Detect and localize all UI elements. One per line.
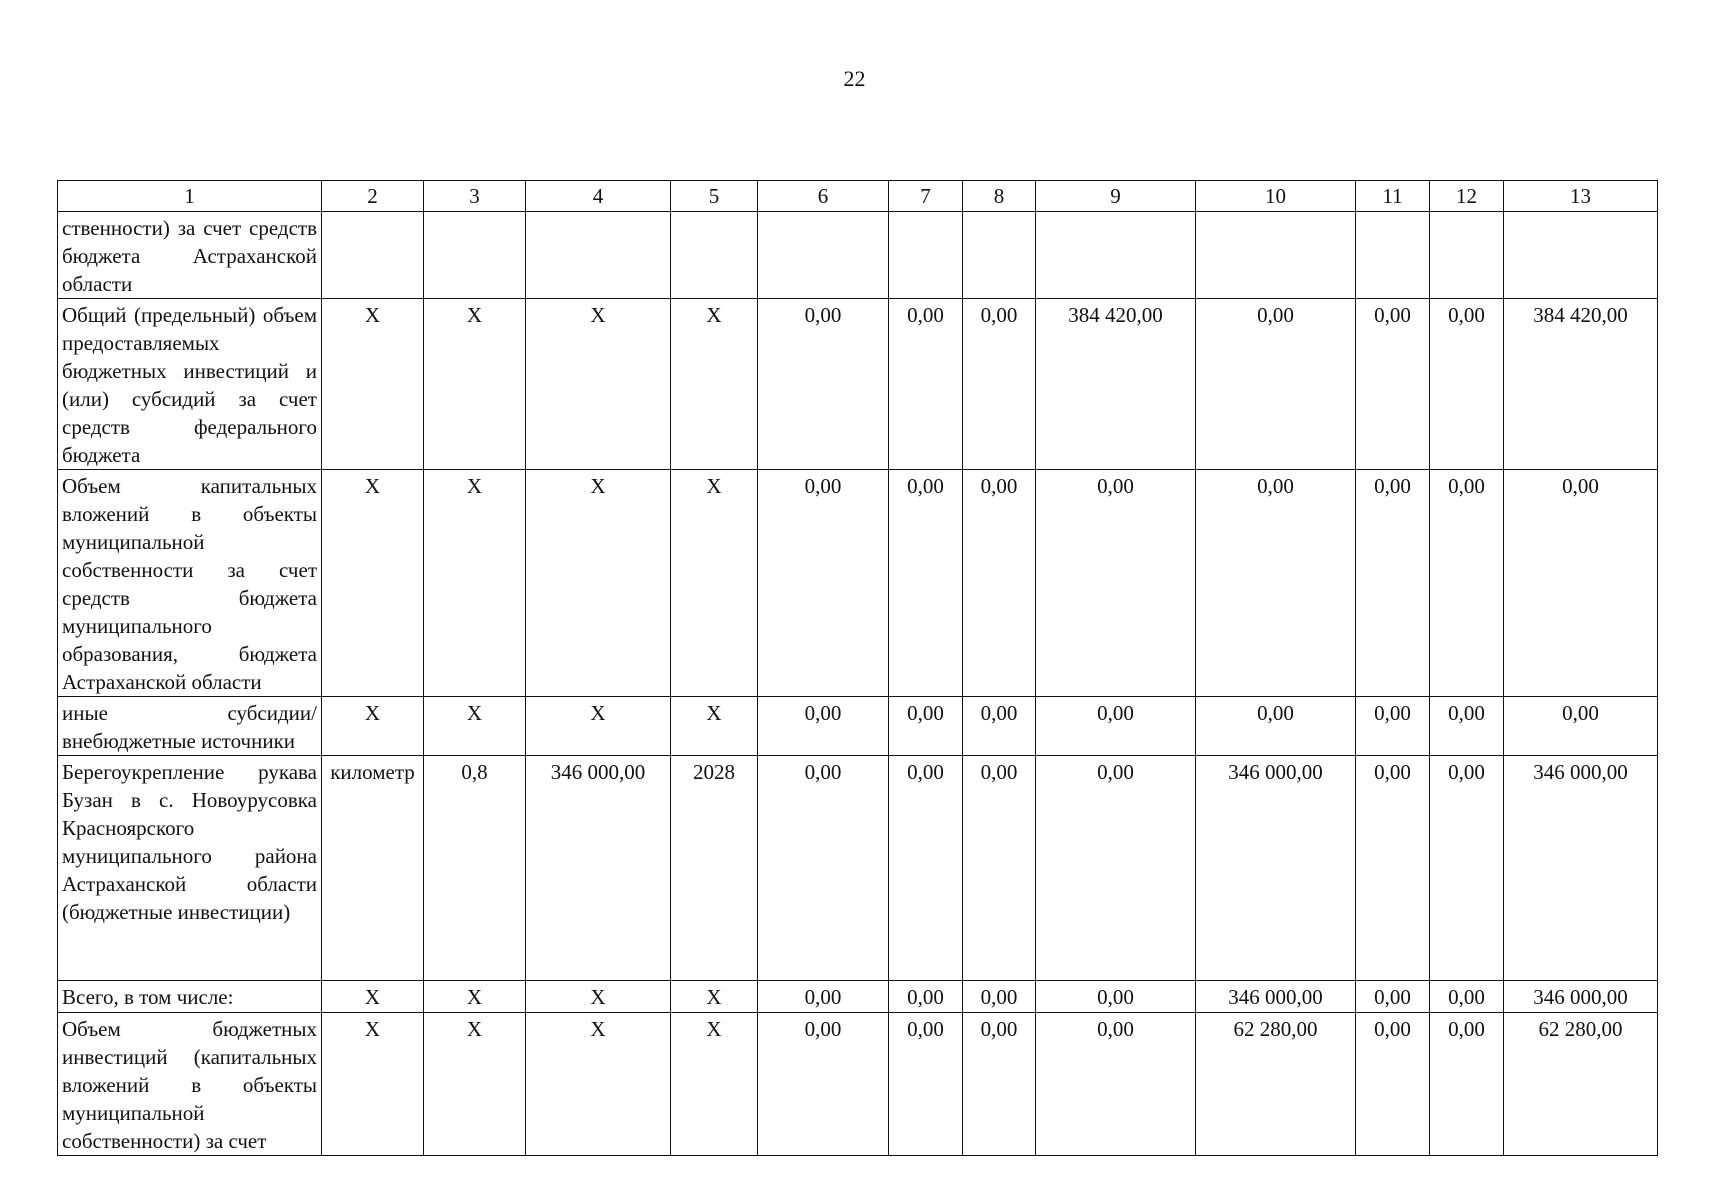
table-cell: 0,00: [1356, 1013, 1430, 1156]
table-cell: Х: [322, 1013, 424, 1156]
table-cell: 0,00: [1196, 697, 1356, 756]
row-description: Общий (предельный) объем предоставляемых бюджетных инвестиций и (или) субсидий за счет средств федерального бюджета: [58, 299, 322, 470]
table-cell: [424, 212, 526, 299]
table-cell: [758, 212, 889, 299]
row-description: иные субсидии/ внебюджетные источники: [58, 697, 322, 756]
table-row: [58, 756, 1658, 981]
table-cell: Х: [424, 299, 526, 470]
table-cell: 0,00: [758, 756, 889, 981]
table-cell: 0,00: [1430, 470, 1504, 697]
table-cell: 0,00: [758, 697, 889, 756]
table-cell: 0,00: [758, 470, 889, 697]
table-cell: 0,00: [1356, 981, 1430, 1013]
table-cell: Х: [526, 981, 671, 1013]
table-cell: [889, 212, 963, 299]
column-header: 1: [58, 181, 322, 212]
table-cell: 0,00: [1036, 697, 1196, 756]
table-cell: 346 000,00: [1196, 756, 1356, 981]
table-cell: 0,00: [889, 1013, 963, 1156]
table-cell: 0,00: [1196, 299, 1356, 470]
table-cell: 0,00: [889, 697, 963, 756]
column-header: 5: [671, 181, 758, 212]
table-cell: 0,00: [963, 299, 1036, 470]
table-cell: километр: [322, 756, 424, 981]
row-description: ственности) за счет средств бюджета Астраханской области: [58, 212, 322, 299]
column-header: 11: [1356, 181, 1430, 212]
table-cell: Х: [671, 697, 758, 756]
table-cell: 0,00: [1036, 981, 1196, 1013]
column-header: 4: [526, 181, 671, 212]
table-cell: 0,00: [963, 756, 1036, 981]
table-cell: 346 000,00: [1504, 981, 1658, 1013]
table-cell: [1504, 212, 1658, 299]
table-cell: 0,00: [1430, 981, 1504, 1013]
table-cell: 0,00: [1196, 470, 1356, 697]
row-description: Всего, в том числе:: [58, 981, 322, 1013]
table-cell: 0,00: [1430, 1013, 1504, 1156]
table-cell: Х: [526, 697, 671, 756]
column-header: 10: [1196, 181, 1356, 212]
table-cell: Х: [671, 1013, 758, 1156]
table-cell: 0,00: [1356, 697, 1430, 756]
table-cell: 0,8: [424, 756, 526, 981]
table-cell: 0,00: [1036, 1013, 1196, 1156]
column-header: 8: [963, 181, 1036, 212]
table-cell: 0,00: [758, 299, 889, 470]
table-cell: 0,00: [1430, 756, 1504, 981]
table-cell: 62 280,00: [1196, 1013, 1356, 1156]
table-cell: 0,00: [1504, 697, 1658, 756]
table-cell: 0,00: [758, 1013, 889, 1156]
budget-table: [57, 180, 1658, 1156]
table-cell: [1430, 212, 1504, 299]
table-cell: 0,00: [889, 470, 963, 697]
column-header: 7: [889, 181, 963, 212]
table-cell: 0,00: [963, 470, 1036, 697]
table-cell: 2028: [671, 756, 758, 981]
table-cell: Х: [526, 1013, 671, 1156]
page-number: 22: [843, 66, 866, 91]
table-row: [58, 299, 1658, 470]
table-cell: Х: [322, 697, 424, 756]
table-cell: 346 000,00: [1504, 756, 1658, 981]
table-cell: Х: [671, 470, 758, 697]
table-cell: [526, 212, 671, 299]
table-cell: [322, 212, 424, 299]
table-row: [58, 212, 1658, 299]
column-header: 9: [1036, 181, 1196, 212]
table-cell: 346 000,00: [1196, 981, 1356, 1013]
table-cell: 0,00: [889, 981, 963, 1013]
table-cell: Х: [424, 697, 526, 756]
table-cell: Х: [424, 1013, 526, 1156]
column-header: 2: [322, 181, 424, 212]
table-cell: Х: [322, 470, 424, 697]
table-cell: [963, 212, 1036, 299]
table-cell: 0,00: [1036, 470, 1196, 697]
header-row: [58, 181, 1658, 212]
table-cell: 0,00: [1356, 756, 1430, 981]
table-cell: [1356, 212, 1430, 299]
table-cell: 0,00: [963, 697, 1036, 756]
table-cell: 0,00: [1356, 299, 1430, 470]
table-cell: 0,00: [1356, 470, 1430, 697]
table-cell: Х: [424, 470, 526, 697]
table-cell: 0,00: [1036, 756, 1196, 981]
table-cell: 346 000,00: [526, 756, 671, 981]
table-cell: Х: [322, 299, 424, 470]
column-header: 12: [1430, 181, 1504, 212]
table-cell: 384 420,00: [1036, 299, 1196, 470]
table-cell: 0,00: [963, 1013, 1036, 1156]
row-description: Берегоукрепление рукава Бузан в с. Новоурусовка Красноярского муниципального района Астраханской области (бюджетные инвестиции): [58, 756, 322, 981]
table-cell: 0,00: [963, 981, 1036, 1013]
table-cell: [1196, 212, 1356, 299]
table-cell: Х: [424, 981, 526, 1013]
column-header: 3: [424, 181, 526, 212]
table-row: [58, 470, 1658, 697]
column-header: 6: [758, 181, 889, 212]
table-cell: 384 420,00: [1504, 299, 1658, 470]
table-cell: [671, 212, 758, 299]
table-row: [58, 1013, 1658, 1156]
row-description: Объем бюджетных инвестиций (капитальных вложений в объекты муниципальной собственности) за счет: [58, 1013, 322, 1156]
table-cell: [1036, 212, 1196, 299]
table-cell: 0,00: [1430, 697, 1504, 756]
table-cell: Х: [526, 470, 671, 697]
row-description: Объем капитальных вложений в объекты муниципальной собственности за счет средств бюджета муниципального образования, бюджета Астраханской области: [58, 470, 322, 697]
table-row: [58, 981, 1658, 1013]
column-header: 13: [1504, 181, 1658, 212]
table-cell: 62 280,00: [1504, 1013, 1658, 1156]
table-cell: Х: [322, 981, 424, 1013]
table-cell: 0,00: [758, 981, 889, 1013]
table-cell: 0,00: [889, 756, 963, 981]
table-cell: Х: [526, 299, 671, 470]
table-cell: Х: [671, 981, 758, 1013]
table-cell: 0,00: [1504, 470, 1658, 697]
table-cell: 0,00: [1430, 299, 1504, 470]
table-cell: 0,00: [889, 299, 963, 470]
table-row: [58, 697, 1658, 756]
table-cell: Х: [671, 299, 758, 470]
